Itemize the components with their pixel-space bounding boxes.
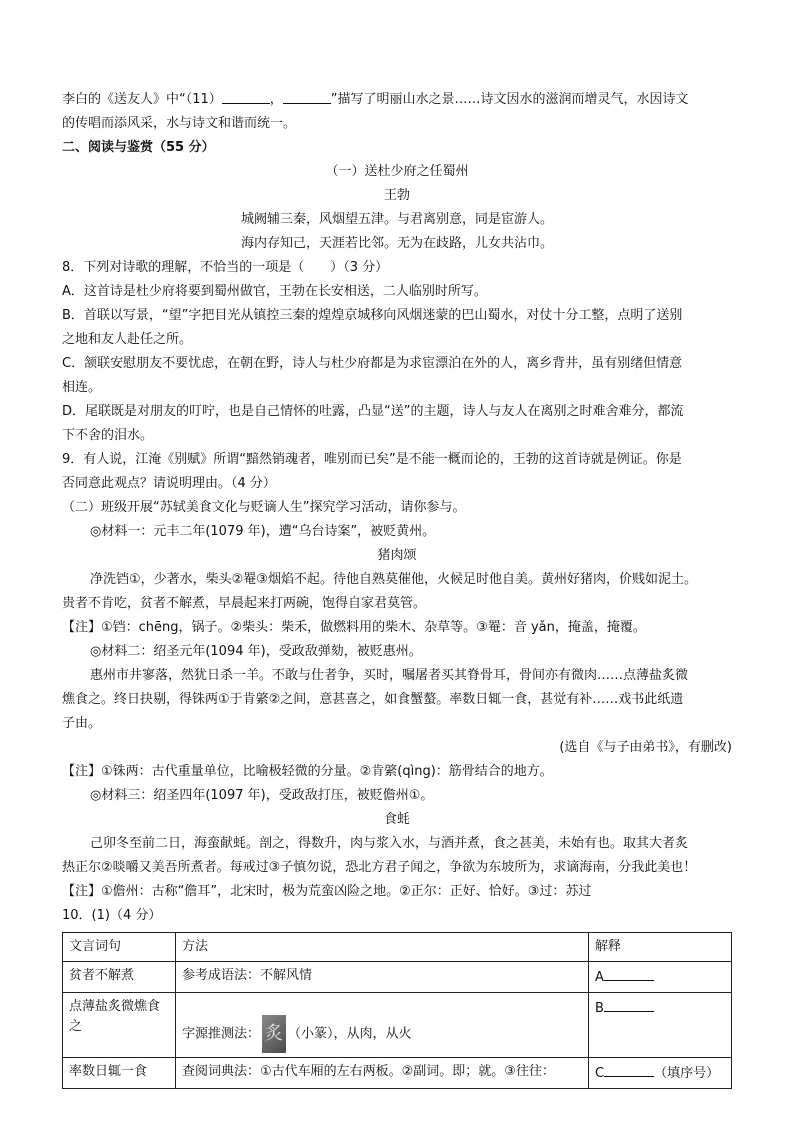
table-row [63, 993, 732, 1058]
top-line-2: 的传唱而添风采，水与诗文和谐而统一。 [62, 116, 297, 131]
option-c-cont: 相连。 [62, 380, 102, 395]
table-header: 方法 [176, 933, 589, 962]
material-1-title: 猪肉颂 [377, 548, 417, 563]
method-text: （小篆），从肉，从火 [288, 1026, 412, 1042]
material-2-heading: ◎材料二：绍圣元年(1094 年)，受政敌弹劾，被贬惠州。 [90, 644, 422, 659]
section-heading: 二、阅读与鉴赏（55 分） [62, 140, 215, 155]
answer-blank[interactable] [222, 89, 270, 104]
top-line-1 [62, 88, 732, 112]
material-3-text: 己卯冬至前二日，海蛮献蚝。剖之，得数升，肉与浆入水，与酒并煮，食之甚美，未始有也。取其大者炙 [90, 836, 689, 851]
table-cell: 参考成语法：不解风情 [176, 962, 589, 993]
top-line-text-b: ， [269, 92, 283, 107]
top-line-text-a: 李白的《送友人》中“（11） [62, 92, 222, 107]
table-cell [589, 1058, 732, 1089]
material-3-text-cont: 热正尔②啖嚼又美吾所煮者。每戒过③子慎勿说，恐北方君子闻之，争欲为东坡所为，求谪海南，分我此美也！ [62, 860, 697, 875]
material-3-title: 食蚝 [383, 812, 410, 827]
answer-hint: （填序号） [654, 1066, 720, 1081]
poem-author: 王勃 [383, 188, 410, 203]
table-cell: 率数日辄一食 [63, 1058, 176, 1089]
material-2-source: (选自《与子由弟书》，有删改) [559, 740, 732, 755]
material-2-text-cont: 燋食之。终日抉剔，得铢两①于肯綮②之间，意甚喜之，如食蟹螯。率数日辄一食，甚觉有补……戏书此纸遗 [62, 692, 684, 707]
table-cell: 查阅词典法：①古代车厢的左右两板。②副词。即；就。③往往： [176, 1058, 589, 1089]
question-10-table [62, 932, 732, 1089]
material-1-text-cont: 贵者不肯吃，贫者不解煮，早晨起来打两碗，饱得自家君莫管。 [62, 596, 427, 611]
option-b: B．首联以写景，“望”字把目光从镇控三秦的煌煌京城移向风烟迷蒙的巴山蜀水，对仗十分工整，点明了送别 [62, 308, 683, 323]
answer-blank[interactable] [604, 997, 654, 1012]
material-2-text-end: 子由。 [62, 716, 102, 731]
option-d: D．尾联既是对朋友的叮咛，也是自己情怀的吐露，凸显“送”的主题，诗人与友人在离别之时难舍难分，都流 [62, 404, 684, 419]
material-2-note: 【注】①铢两：古代重量单位，比喻极轻微的分量。②肯綮(qìng)：筋骨结合的地方。 [62, 764, 553, 779]
material-1-heading: ◎材料一：元丰二年(1079 年)，遭“乌台诗案”，被贬黄州。 [90, 524, 436, 539]
option-d-cont: 下不舍的泪水。 [62, 428, 154, 443]
table-cell [589, 962, 732, 993]
poem-line: 城阙辅三秦，风烟望五津。与君离别意，同是宦游人。 [240, 212, 553, 227]
part-two-intro: （二）班级开展“苏轼美食文化与贬谪人生”探究学习活动，请你参与。 [62, 500, 466, 515]
table-cell [589, 993, 732, 1058]
table-row [63, 1058, 732, 1089]
table-header-row [63, 933, 732, 962]
table-cell [176, 993, 589, 1058]
table-header: 解释 [589, 933, 732, 962]
material-3-heading: ◎材料三：绍圣四年(1097 年)，受政敌打压，被贬儋州①。 [90, 788, 434, 803]
poem-line: 海内存知己，天涯若比邻。无为在歧路，儿女共沾巾。 [240, 236, 553, 251]
material-1-text: 净洗铛①，少著水，柴头②罨③烟焰不起。待他自熟莫催他，火候足时他自美。黄州好猪肉，价贱如泥土。 [90, 572, 697, 587]
option-c: C．颔联安慰朋友不要忧虑，在朝在野，诗人与杜少府都是为求宦漂泊在外的人，离乡背井，虽有别绪但情意 [62, 356, 683, 371]
answer-blank[interactable] [604, 966, 654, 981]
option-b-cont: 之地和友人赴任之所。 [62, 332, 193, 347]
question-9-cont: 否同意此观点？请说明理由。（4 分） [62, 476, 276, 491]
answer-label: A [595, 970, 604, 985]
question-9: 9．有人说，江淹《别赋》所谓“黯然销魂者，唯别而已矣”是不能一概而论的，王勃的这首诗就是例证。你是 [62, 452, 682, 467]
question-8-stem: 8．下列对诗歌的理解，不恰当的一项是（ ）（3 分） [62, 260, 389, 275]
material-1-note: 【注】①铛：chēng，锅子。②柴头：柴禾，做燃料用的柴木、杂草等。③罨：音 yǎn，掩盖，掩覆。 [62, 620, 646, 635]
answer-label: C [595, 1066, 605, 1081]
answer-blank[interactable] [283, 89, 331, 104]
answer-blank[interactable] [604, 1062, 654, 1077]
question-10-label: 10．(1)（4 分） [62, 908, 162, 923]
material-3-note: 【注】①儋州：古称“儋耳”，北宋时，极为荒蛮凶险之地。②正尔：正好、恰好。③过：苏过 [62, 884, 592, 899]
table-cell: 贫者不解煮 [63, 962, 176, 993]
material-2-text: 惠州市井寥落，然犹日杀一羊。不敢与仕者争，买时，嘱屠者买其脊骨耳，骨间亦有微肉……点薄盐炙微 [90, 668, 689, 683]
top-line-text-c: ”描写了明丽山水之景……诗文因水的滋润而增灵气，水因诗文 [330, 92, 689, 107]
option-a: A．这首诗是杜少府将要到蜀州做官，王勃在长安相送，二人临别时所写。 [62, 284, 487, 299]
table-cell: 点薄盐炙微燋食之 [63, 993, 176, 1058]
seal-script-image: 炙 [262, 1015, 286, 1053]
table-row [63, 962, 732, 993]
answer-label: B [595, 1001, 604, 1016]
poem-title: （一）送杜少府之任蜀州 [325, 164, 469, 179]
method-text: 字源推测法： [182, 1026, 261, 1042]
table-header: 文言词句 [63, 933, 176, 962]
exam-page [62, 88, 732, 1089]
